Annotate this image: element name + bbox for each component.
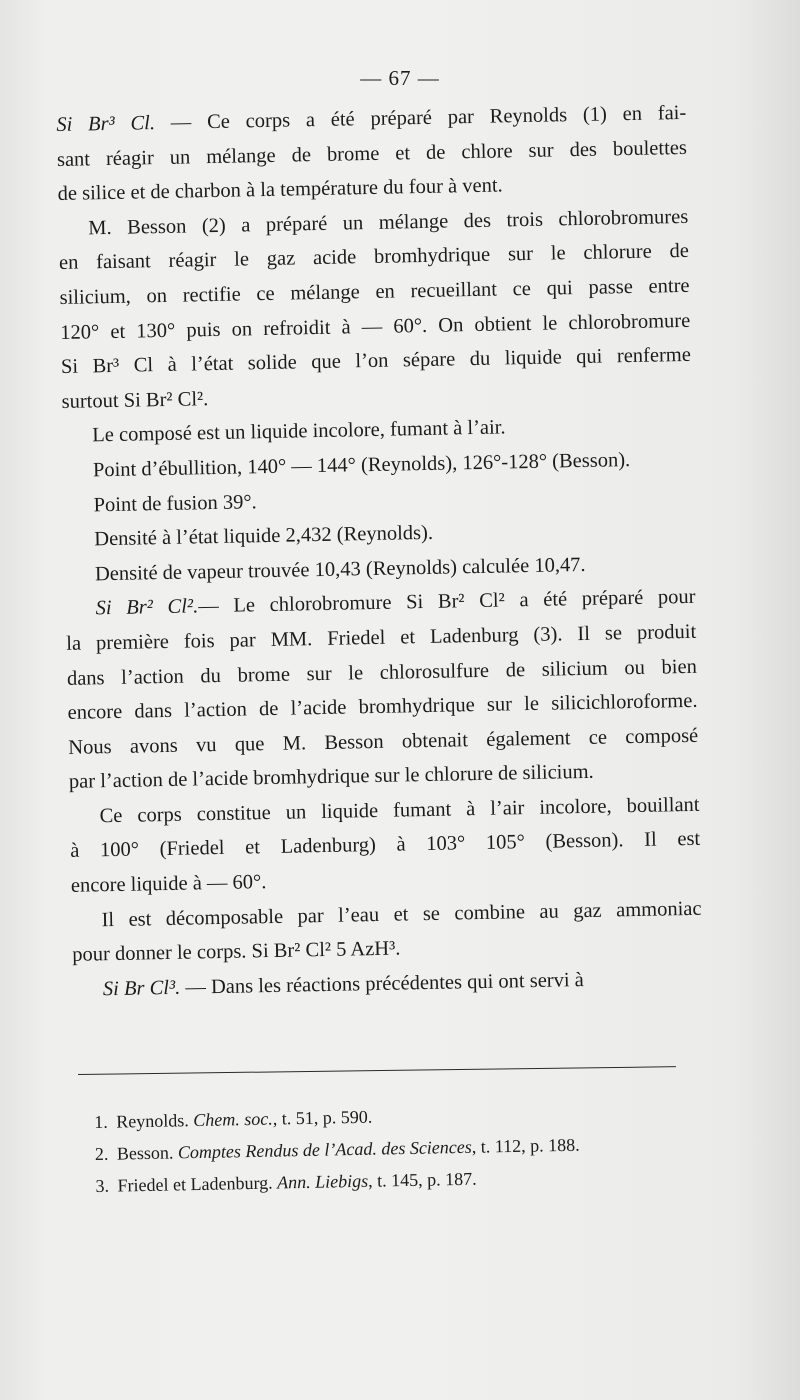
footnote-source: Ann. Liebigs [276, 1170, 369, 1193]
line-text: — Ce corps a été préparé par Reynolds (1) en fai- [154, 101, 687, 135]
paragraph [69, 788, 701, 904]
paragraph [58, 200, 692, 420]
line-text: de silice et de charbon à la température du four à vent. [57, 174, 503, 206]
footnote-number: 2. [94, 1143, 109, 1164]
line-text: Point de fusion 39°. [93, 490, 257, 516]
footnote-source: Comptes Rendus de l’Acad. des Sciences [177, 1136, 472, 1163]
line-text: — Dans les réactions précédentes qui ont servi à [180, 968, 584, 999]
line-text: Ce corps constitue un liquide fumant à l’air incolore, bouillant [99, 793, 700, 828]
footnote-author: Reynolds. [116, 1110, 189, 1132]
line-text: Si Br³ Cl à l’état solide que l’on sépare du liquide qui renferme [60, 344, 692, 379]
line-text: surtout Si Br² Cl². [61, 387, 209, 413]
line-text: la première fois par MM. Friedel et Ladenburg (3). Il se produit [66, 620, 697, 655]
formula-heading: Si Br² Cl². [95, 595, 199, 620]
body-text [56, 96, 703, 1007]
footnote-number: 1. [94, 1111, 108, 1132]
line-text: Densité à l’état liquide 2,432 (Reynolds). [94, 521, 434, 551]
line-text: Le composé est un liquide incolore, fumant à l’air. [92, 416, 506, 447]
line-text: à 100° (Friedel et Ladenburg) à 103° 105° (Besson). Il est [70, 828, 701, 863]
footnote-reference: , t. 112, p. 188. [471, 1134, 580, 1157]
line-text: pour donner le corps. Si Br² Cl² 5 AzH³. [72, 937, 401, 967]
footnote-source: Chem. soc. [193, 1108, 273, 1131]
page-number: — 67 — [360, 66, 440, 90]
line-text: dans l’action du brome sur le chlorosulfure de silicium ou bien [66, 655, 698, 690]
paragraph [56, 96, 688, 212]
footnote-reference: , t. 145, p. 187. [367, 1168, 477, 1191]
line-text: par l’action de l’acide bromhydrique sur le chlorure de silicium. [68, 761, 594, 794]
footnote-author: Besson. [116, 1142, 174, 1164]
footnote-rule [78, 1066, 676, 1075]
line-text: en faisant réagir le gaz acide bromhydrique sur le chlorure de [58, 240, 690, 275]
line-text: Il est décomposable par l’eau et se combine au gaz ammoniac [101, 897, 702, 931]
line-text: Nous avons vu que M. Besson obtenait également ce composé [68, 724, 699, 759]
line-text: silicium, on rectifie ce mélange en recueillant ce qui passe entre [59, 274, 690, 309]
line-text: Densité de vapeur trouvée 10,43 (Reynolds) calculée 10,47. [94, 553, 586, 586]
footnote-number: 3. [95, 1175, 110, 1196]
footnotes [94, 1094, 696, 1202]
line-text: M. Besson (2) a préparé un mélange des trois chlorobromures [88, 205, 689, 240]
formula-heading: Si Br Cl³. [102, 976, 181, 1001]
footnote-reference: , t. 51, p. 590. [272, 1106, 373, 1129]
line-text: — Le chlorobromure Si Br² Cl² a été préparé pour [197, 586, 696, 618]
line-text: 120° et 130° puis on refroidit à — 60°. On obtient le chlorobromure [60, 309, 691, 344]
footnote-author: Friedel et Ladenburg. [117, 1172, 273, 1196]
formula-heading: Si Br³ Cl. [56, 112, 156, 136]
line-text: Point d’ébullition, 140° — 144° (Reynolds), 126°-128° (Besson). [92, 448, 631, 482]
paragraph [65, 580, 699, 800]
paragraph [71, 891, 702, 972]
line-text: encore liquide à — 60°. [70, 871, 267, 897]
line-text: sant réagir un mélange de brome et de chlore sur des boulettes [56, 136, 688, 171]
line-text: encore dans l’action de l’acide bromhydrique sur le silicichloroforme. [67, 689, 698, 724]
